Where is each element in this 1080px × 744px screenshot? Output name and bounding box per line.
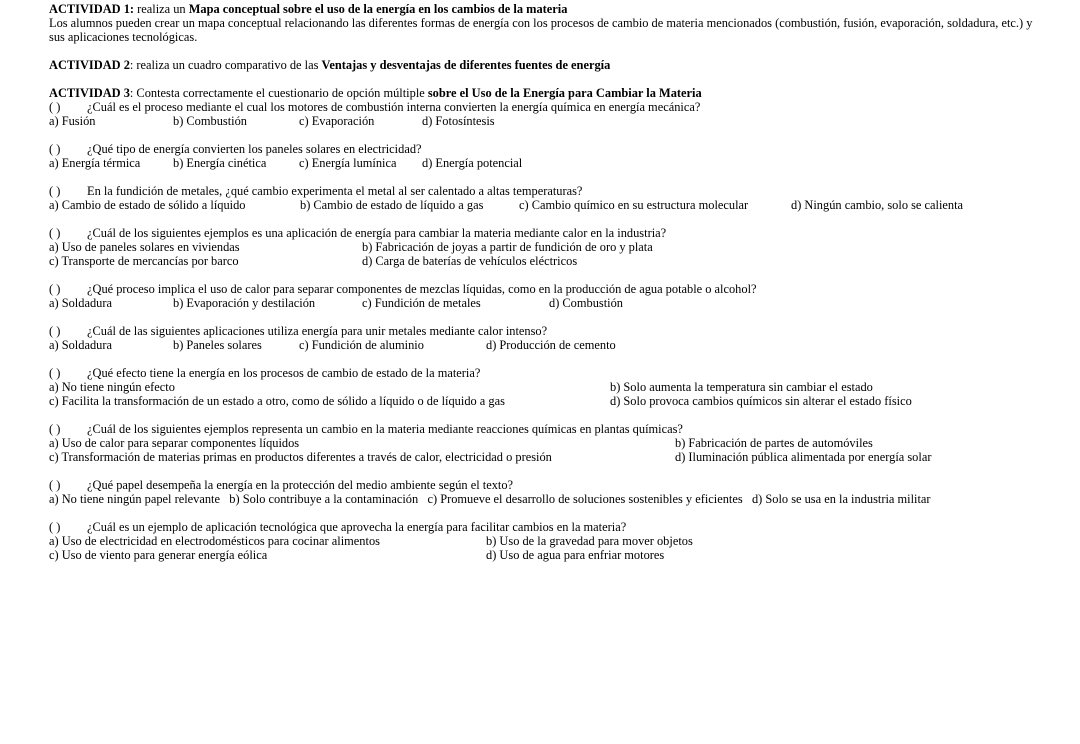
activity-3-heading (49, 86, 1039, 100)
option-a: a) Uso de electricidad en electrodomésticos para cocinar alimentos (49, 534, 380, 548)
option-a: a) Uso de calor para separar componentes líquidos (49, 436, 300, 450)
option-a: a) Soldadura (49, 296, 112, 310)
option-a: a) Cambio de estado de sólido a líquido (49, 198, 246, 212)
activity-2-prefix: : realiza un cuadro comparativo de las (129, 58, 322, 72)
option-b: b) Paneles solares (173, 338, 262, 352)
option-b: b) Cambio de estado de líquido a gas (300, 198, 484, 212)
activity-1-description: Los alumnos pueden crear un mapa conceptual relacionando las diferentes formas de energía con los procesos de cambio de materia mencionados (combustión, fusión, evaporación, soldadura, etc.) y sus aplicaciones tecnológicas. (49, 16, 1033, 44)
option-c: c) Cambio químico en su estructura molecular (519, 198, 749, 212)
activity-1-label: ACTIVIDAD 1: (49, 2, 135, 16)
question-text: ¿Cuál de los siguientes ejemplos representa un cambio en la materia mediante reacciones químicas en plantas químicas? (87, 422, 683, 436)
question-2 (49, 142, 1039, 156)
activity-2-label: ACTIVIDAD 2 (49, 58, 130, 72)
answer-blank[interactable]: ( ) (49, 142, 61, 156)
option-b: b) Energía cinética (173, 156, 267, 170)
question-5 (49, 282, 1039, 296)
question-text: ¿Qué papel desempeña la energía en la protección del medio ambiente según el texto? (87, 478, 514, 492)
option-c: c) Transformación de materias primas en productos diferentes a través de calor, electricidad o presión (49, 450, 552, 464)
question-6-options (49, 338, 1039, 352)
question-6 (49, 324, 1039, 338)
question-3 (49, 184, 1039, 198)
question-text: En la fundición de metales, ¿qué cambio experimenta el metal al ser calentado a altas temperaturas? (87, 184, 583, 198)
question-text: ¿Cuál es un ejemplo de aplicación tecnológica que aprovecha la energía para facilitar cambios en la materia? (87, 520, 627, 534)
answer-blank[interactable]: ( ) (49, 184, 61, 198)
question-7 (49, 366, 1039, 380)
question-9 (49, 478, 1039, 492)
question-8-options-row2 (49, 450, 1039, 464)
answer-blank[interactable]: ( ) (49, 478, 61, 492)
option-a: a) Fusión (49, 114, 96, 128)
option-a: a) No tiene ningún efecto (49, 380, 175, 394)
question-1 (49, 100, 1039, 114)
question-5-options (49, 296, 1039, 310)
option-c: c) Uso de viento para generar energía eólica (49, 548, 268, 562)
question-1-options (49, 114, 1039, 128)
answer-blank[interactable]: ( ) (49, 100, 61, 114)
activity-1-title: Mapa conceptual sobre el uso de la energía en los cambios de la materia (188, 2, 568, 16)
question-4-options-row2 (49, 254, 1039, 268)
option-d: d) Uso de agua para enfriar motores (486, 548, 665, 562)
question-4 (49, 226, 1039, 240)
question-7-options-row2 (49, 394, 1039, 408)
question-text: ¿Cuál es el proceso mediante el cual los motores de combustión interna convierten la energía química en energía mecánica? (87, 100, 701, 114)
question-8-options-row1 (49, 436, 1039, 450)
activity-1-heading (49, 2, 1039, 16)
question-10 (49, 520, 1039, 534)
option-a: a) Soldadura (49, 338, 112, 352)
option-b: b) Combustión (173, 114, 248, 128)
option-b: b) Fabricación de partes de automóviles (675, 436, 873, 450)
option-a: a) Uso de paneles solares en viviendas (49, 240, 240, 254)
option-c: c) Evaporación (299, 114, 375, 128)
question-9-options: a) No tiene ningún papel relevante b) Solo contribuye a la contaminación c) Promueve el desarrollo de soluciones sostenibles y eficientes d) Solo se usa en la industria militar (49, 492, 931, 506)
option-b: b) Evaporación y destilación (173, 296, 316, 310)
option-c: c) Energía lumínica (299, 156, 397, 170)
option-c: c) Fundición de metales (362, 296, 481, 310)
question-text: ¿Qué efecto tiene la energía en los procesos de cambio de estado de la materia? (87, 366, 481, 380)
activity-1-prefix: realiza un (134, 2, 189, 16)
answer-blank[interactable]: ( ) (49, 520, 61, 534)
question-text: ¿Qué proceso implica el uso de calor para separar componentes de mezclas líquidas, como en la producción de agua potable o alcohol? (87, 282, 757, 296)
option-b: b) Uso de la gravedad para mover objetos (486, 534, 693, 548)
question-10-options-row2 (49, 548, 1039, 562)
question-2-options (49, 156, 1039, 170)
option-d: d) Producción de cemento (486, 338, 616, 352)
option-d: d) Carga de baterías de vehículos eléctricos (362, 254, 578, 268)
activity-3-label: ACTIVIDAD 3 (49, 86, 130, 100)
question-text: ¿Qué tipo de energía convierten los paneles solares en electricidad? (87, 142, 422, 156)
option-c: c) Transporte de mercancías por barco (49, 254, 239, 268)
answer-blank[interactable]: ( ) (49, 226, 61, 240)
activity-3-prefix: : Contesta correctamente el cuestionario de opción múltiple (129, 86, 428, 100)
answer-blank[interactable]: ( ) (49, 422, 61, 436)
option-b: b) Fabricación de joyas a partir de fundición de oro y plata (362, 240, 653, 254)
question-text: ¿Cuál de las siguientes aplicaciones utiliza energía para unir metales mediante calor intenso? (87, 324, 548, 338)
option-b: b) Solo aumenta la temperatura sin cambiar el estado (610, 380, 873, 394)
answer-blank[interactable]: ( ) (49, 366, 61, 380)
option-d: d) Iluminación pública alimentada por energía solar (675, 450, 932, 464)
question-3-options (49, 198, 1039, 212)
activity-3-title: sobre el Uso de la Energía para Cambiar la Materia (427, 86, 702, 100)
question-4-options-row1 (49, 240, 1039, 254)
answer-blank[interactable]: ( ) (49, 324, 61, 338)
question-7-options-row1 (49, 380, 1039, 394)
option-a: a) Energía térmica (49, 156, 141, 170)
question-10-options-row1 (49, 534, 1039, 548)
option-d: d) Combustión (549, 296, 624, 310)
question-text: ¿Cuál de los siguientes ejemplos es una aplicación de energía para cambiar la materia mediante calor en la industria? (87, 226, 667, 240)
option-d: d) Fotosíntesis (422, 114, 495, 128)
question-8 (49, 422, 1039, 436)
activity-2-title: Ventajas y desventajas de diferentes fuentes de energía (321, 58, 611, 72)
option-c: c) Fundición de aluminio (299, 338, 424, 352)
option-d: d) Energía potencial (422, 156, 523, 170)
answer-blank[interactable]: ( ) (49, 282, 61, 296)
option-c: c) Facilita la transformación de un estado a otro, como de sólido a líquido o de líquido a gas (49, 394, 505, 408)
option-d: d) Ningún cambio, solo se calienta (791, 198, 964, 212)
activity-2-heading (49, 58, 1039, 72)
option-d: d) Solo provoca cambios químicos sin alterar el estado físico (610, 394, 912, 408)
